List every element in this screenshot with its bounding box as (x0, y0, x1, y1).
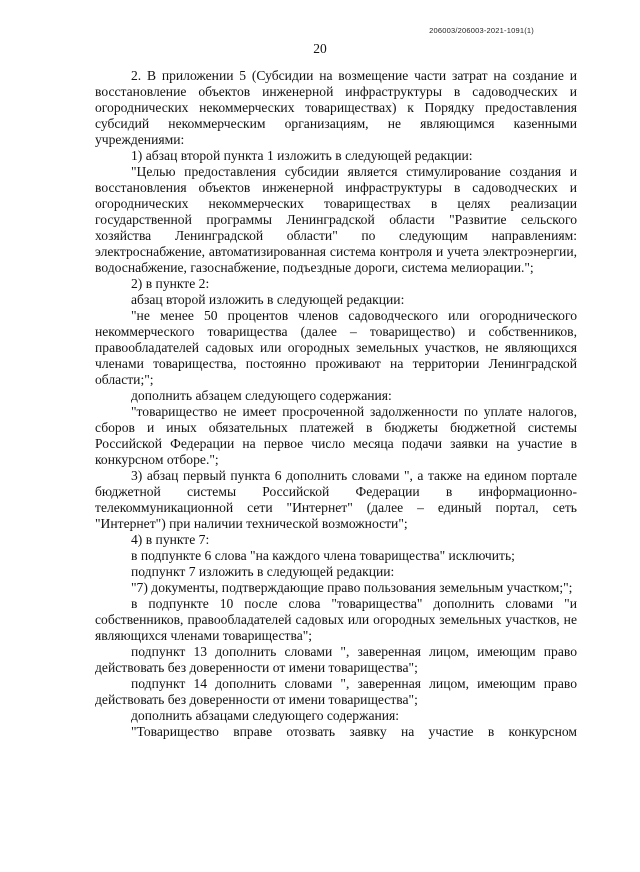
paragraph: дополнить абзацами следующего содержания: (131, 708, 400, 723)
paragraph: "Целью предоставления субсидии является стимулирование создания и восстановления объектов инженерной инфраструктуры в садоводческих и огороднических некоммерческих товариществах в целях реализации государственной программы Ленинградской области "Развитие сельского хозяйства Ленинградской области" по следующим направлениям: электроснабжение, автоматизированная система контроля и учета электроэнергии, водоснабжение, газоснабжение, подъездные дороги, система мелиорации."; (95, 164, 577, 275)
document-id: 206003/206003-2021-1091(1) (429, 26, 534, 35)
paragraph: 3) абзац первый пункта 6 дополнить словами ", а также на едином портале бюджетной системы Российской Федерации в информационно-телекоммуникационной сети "Интернет" (далее – единый портал, сеть "Интернет") при наличии технической возможности"; (95, 468, 577, 531)
paragraph: 2. В приложении 5 (Субсидии на возмещение части затрат на создание и восстановление объектов инженерной инфраструктуры в садоводческих и огороднических некоммерческих товариществах) к Порядку предоставления субсидий некоммерческим организациям, не являющимся казенными учреждениями: (95, 68, 577, 147)
paragraph: абзац второй изложить в следующей редакции: (131, 292, 405, 307)
paragraph: 4) в пункте 7: (131, 532, 210, 547)
paragraph: "Товарищество вправе отозвать заявку на участие в конкурсном (131, 724, 577, 739)
paragraph: в подпункте 10 после слова "товарищества" дополнить словами "и собственников, правообладателей садовых или огородных земельных участков, не являющихся членами товарищества"; (95, 596, 577, 643)
paragraph: дополнить абзацем следующего содержания: (131, 388, 392, 403)
paragraph: подпункт 14 дополнить словами ", заверенная лицом, имеющим право действовать без доверенности от имени товарищества"; (95, 676, 577, 707)
paragraph: 2) в пункте 2: (131, 276, 210, 291)
paragraph: подпункт 13 дополнить словами ", заверенная лицом, имеющим право действовать без доверенности от имени товарищества"; (95, 644, 577, 675)
paragraph: "не менее 50 процентов членов садоводческого или огороднического некоммерческого товарищества (далее – товарищество) и собственников, правообладателей садовых или огородных земельных участков, не являющихся членами товарищества, постоянно проживают на территории Ленинградской области;"; (95, 308, 577, 387)
document-body (95, 68, 577, 740)
paragraph: 1) абзац второй пункта 1 изложить в следующей редакции: (131, 148, 473, 163)
page-number: 20 (313, 41, 327, 56)
paragraph: "товарищество не имеет просроченной задолженности по уплате налогов, сборов и иных обязательных платежей в бюджеты бюджетной системы Российской Федерации на первое число месяца подачи заявки на участие в конкурсном отборе."; (95, 404, 577, 467)
paragraph: "7) документы, подтверждающие право пользования земельным участком;"; (131, 580, 573, 595)
paragraph: подпункт 7 изложить в следующей редакции: (131, 564, 395, 579)
paragraph: в подпункте 6 слова "на каждого члена товарищества" исключить; (131, 548, 515, 563)
